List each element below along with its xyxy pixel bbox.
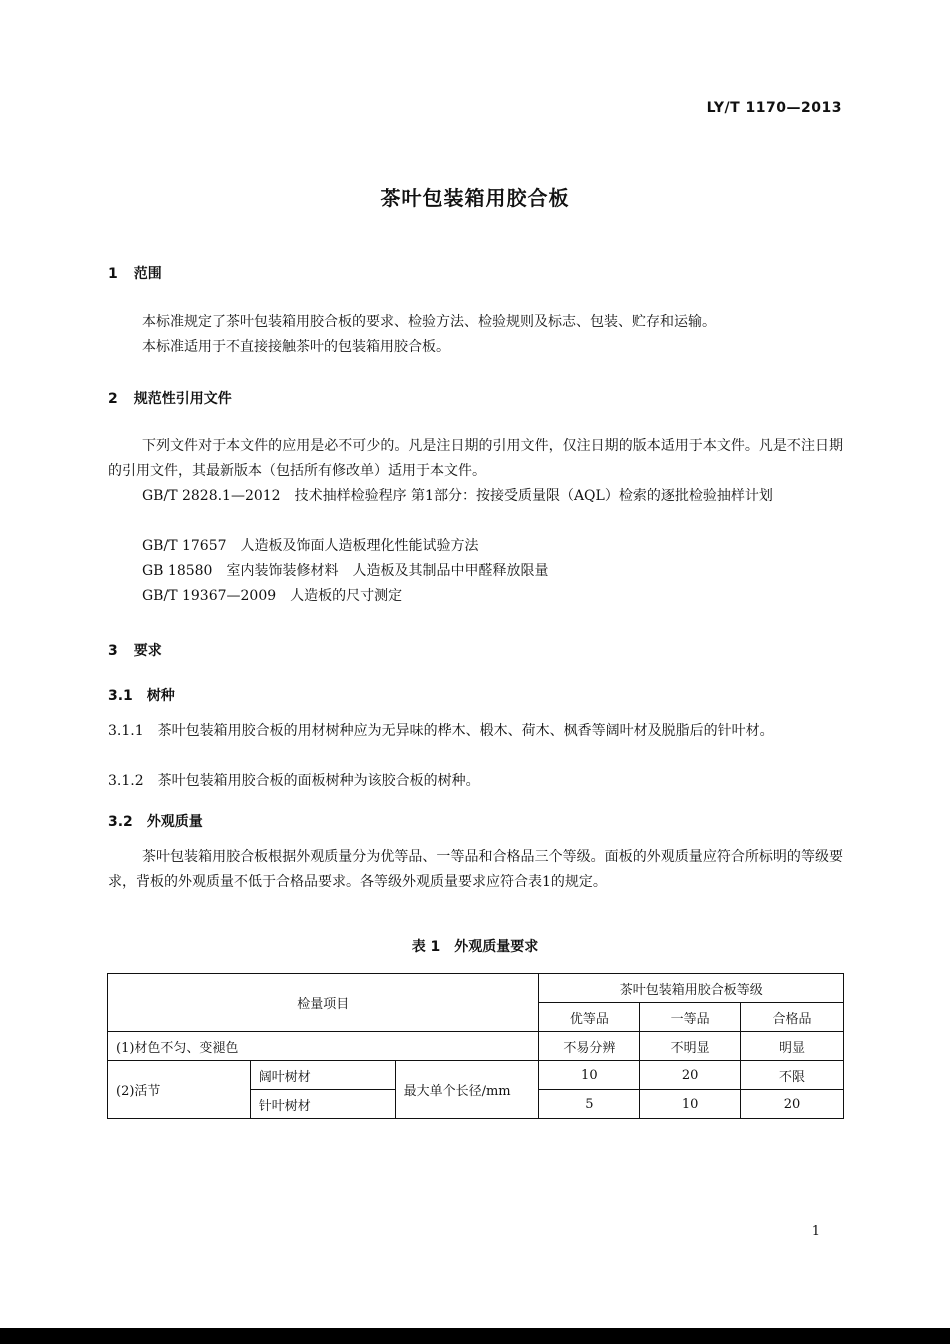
appearance-quality-paragraph: 茶叶包装箱用胶合板根据外观质量分为优等品、一等品和合格品三个等级。面板的外观质量应符合所标明的等级要求，背板的外观质量不低于合格品要求。各等级外观质量要求应符合表1的规定。 [108,849,843,890]
reference-item: GB/T 2828.1—2012 技术抽样检验程序 第1部分：按接受质量限（AQL）检索的逐批检验抽样计划 [142,488,773,504]
table-caption: 表 1 外观质量要求 [411,939,539,955]
section-3-heading [108,640,162,660]
section-title: 树种 [146,688,175,704]
table-cell: 不限 [741,1061,844,1090]
section-title: 范围 [133,266,162,282]
scope-paragraph-1: 本标准规定了茶叶包装箱用胶合板的要求、检验方法、检验规则及标志、包装、贮存和运输。 [142,314,716,330]
table-cell: 不易分辨 [539,1032,640,1061]
header-grade-3: 合格品 [741,1003,844,1032]
table-cell: 明显 [741,1032,844,1061]
section-number: 1 [108,266,118,282]
section-number: 3.2 [108,814,133,830]
scope-paragraph-2: 本标准适用于不直接接触茶叶的包装箱用胶合板。 [142,339,450,355]
doc-number: LY/T 1170—2013 [706,100,842,116]
reference-item: GB/T 19367—2009 人造板的尺寸测定 [142,588,403,604]
header-grade-2: 一等品 [640,1003,741,1032]
row-sublabel: 针叶树材 [250,1090,395,1119]
table-cell: 20 [640,1061,741,1090]
row-label: (1)材色不匀、变褪色 [108,1032,539,1061]
section-number: 2 [108,391,118,407]
measure-label: 最大单个长径/mm [395,1061,539,1119]
table-cell: 20 [741,1090,844,1119]
header-grade: 茶叶包装箱用胶合板等级 [539,974,844,1003]
section-3-1-heading [108,685,175,705]
section-3-2-heading [108,811,203,831]
section-number: 3 [108,643,118,659]
clause-3-1-1: 3.1.1 茶叶包装箱用胶合板的用材树种应为无异味的桦木、椴木、荷木、枫香等阔叶材及脱脂后的针叶材。 [108,723,774,739]
section-number: 3.1 [108,688,133,704]
page-number: 1 [811,1224,820,1239]
section-title: 外观质量 [146,814,203,830]
table-cell: 10 [640,1090,741,1119]
table-cell: 不明显 [640,1032,741,1061]
clause-3-1-2: 3.1.2 茶叶包装箱用胶合板的面板树种为该胶合板的树种。 [108,773,480,789]
reference-item: GB/T 17657 人造板及饰面人造板理化性能试验方法 [142,538,479,554]
table-cell: 5 [539,1090,640,1119]
row-sublabel: 阔叶树材 [250,1061,395,1090]
reference-item: GB 18580 室内装饰装修材料 人造板及其制品中甲醛释放限量 [142,563,549,579]
refs-intro-paragraph: 下列文件对于本文件的应用是必不可少的。凡是注日期的引用文件，仅注日期的版本适用于本文件。凡是不注日期的引用文件，其最新版本（包括所有修改单）适用于本文件。 [108,438,843,479]
header-grade-1: 优等品 [539,1003,640,1032]
page-title: 茶叶包装箱用胶合板 [380,186,570,210]
scan-border [0,1328,950,1344]
row-label: (2)活节 [108,1061,251,1119]
section-1-heading [108,263,162,283]
appearance-quality-table [107,973,844,1119]
table-cell: 10 [539,1061,640,1090]
header-item: 检量项目 [108,974,539,1032]
section-2-heading [108,388,232,408]
section-title: 规范性引用文件 [133,391,232,407]
section-title: 要求 [133,643,162,659]
